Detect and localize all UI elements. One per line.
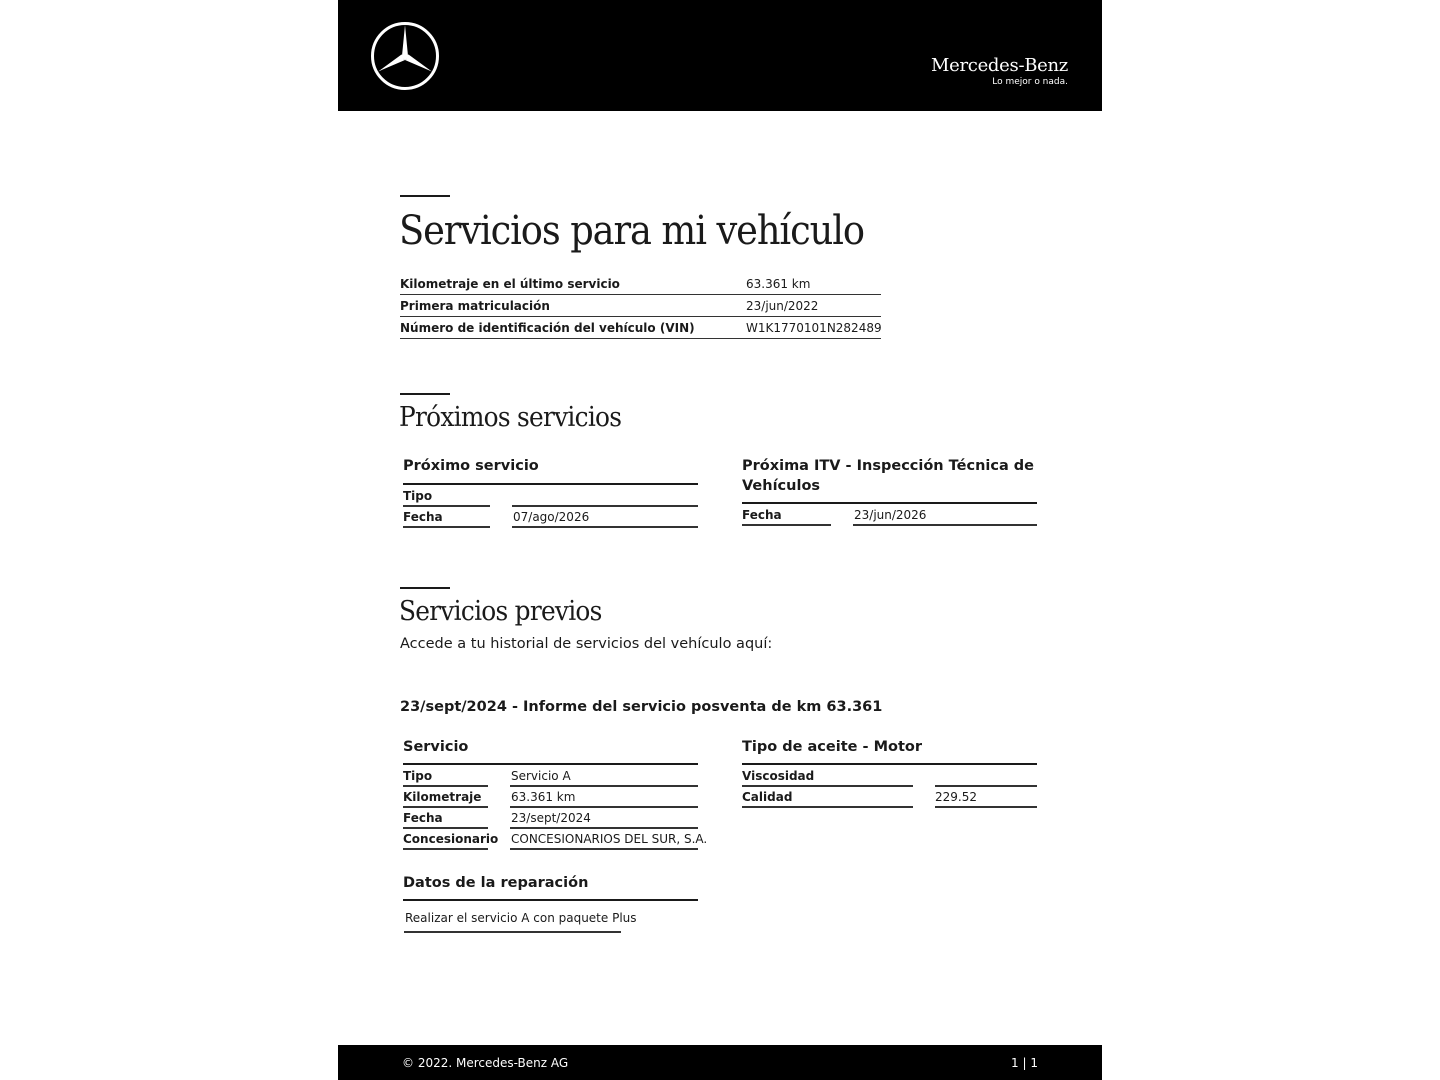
service-type-label: Tipo [403,769,433,783]
service-dealer-label: Concesionario [403,832,499,846]
cell-divider [403,827,488,829]
block-rule [403,899,698,901]
service-dealer-value: CONCESIONARIOS DEL SUR, S.A. [511,832,708,846]
service-date-label: Fecha [403,811,443,825]
info-value: 23/jun/2022 [746,299,819,313]
cell-divider [935,806,1037,808]
cell-divider [512,526,698,528]
next-service-date-value: 07/ago/2026 [513,510,590,524]
info-label: Kilometraje en el último servicio [400,277,620,291]
mercedes-star-icon [370,21,440,91]
block-rule [403,763,698,765]
cell-divider [403,505,490,507]
brand-block [931,55,1068,88]
table-row [400,295,881,317]
cell-divider [512,505,698,507]
cell-divider [510,785,698,787]
title-accent-rule [400,195,450,197]
cell-divider [404,931,621,933]
next-itv-title-line2: Vehículos [742,478,821,494]
next-service-date-label: Fecha [403,510,443,524]
next-itv-date-label: Fecha [742,508,782,522]
oil-block-title: Tipo de aceite - Motor [742,739,923,755]
table-row [400,273,881,295]
cell-divider [403,785,488,787]
cell-divider [853,524,1037,526]
cell-divider [403,806,488,808]
block-rule [742,502,1037,504]
block-rule [742,763,1037,765]
info-label: Número de identificación del vehículo (VIN) [400,321,695,335]
page-number: 1 | 1 [1011,1056,1038,1070]
footer-bar [338,1045,1102,1080]
header-bar [338,0,1102,111]
section-accent-rule [400,587,450,589]
history-intro-text: Accede a tu historial de servicios del vehículo aquí: [400,636,773,652]
service-date-value: 23/sept/2024 [511,811,591,825]
repair-description: Realizar el servicio A con paquete Plus [405,911,637,925]
service-km-value: 63.361 km [511,790,576,804]
upcoming-section-title: Próximos servicios [399,402,622,433]
page-title: Servicios para mi vehículo [399,208,864,254]
brand-tagline: Lo mejor o nada. [992,77,1068,87]
report-title: 23/sept/2024 - Informe del servicio posventa de km 63.361 [400,699,883,715]
cell-divider [742,524,831,526]
previous-section-title: Servicios previos [399,596,602,627]
next-itv-date-value: 23/jun/2026 [854,508,927,522]
cell-divider [510,827,698,829]
vehicle-info-table [400,273,881,339]
next-service-title: Próximo servicio [403,458,539,474]
service-km-label: Kilometraje [403,790,482,804]
repair-block-title: Datos de la reparación [403,875,589,891]
service-block-title: Servicio [403,739,469,755]
info-label: Primera matriculación [400,299,550,313]
block-rule [403,483,698,485]
cell-divider [510,848,698,850]
document-page [338,0,1102,1080]
cell-divider [935,785,1037,787]
brand-name: Mercedes-Benz [931,55,1068,76]
service-type-value: Servicio A [511,769,571,783]
next-itv-title-line1: Próxima ITV - Inspección Técnica de [742,458,1035,474]
info-value: 63.361 km [746,277,811,291]
cell-divider [742,785,913,787]
cell-divider [403,848,488,850]
info-value: W1K1770101N282489 [746,321,882,335]
next-service-type-label: Tipo [403,489,433,503]
cell-divider [742,806,913,808]
section-accent-rule [400,393,450,395]
oil-quality-value: 229.52 [935,790,977,804]
oil-quality-label: Calidad [742,790,793,804]
cell-divider [510,806,698,808]
footer-copyright: © 2022. Mercedes-Benz AG [402,1056,569,1070]
oil-viscosity-label: Viscosidad [742,769,815,783]
table-row [400,317,881,339]
cell-divider [403,526,490,528]
